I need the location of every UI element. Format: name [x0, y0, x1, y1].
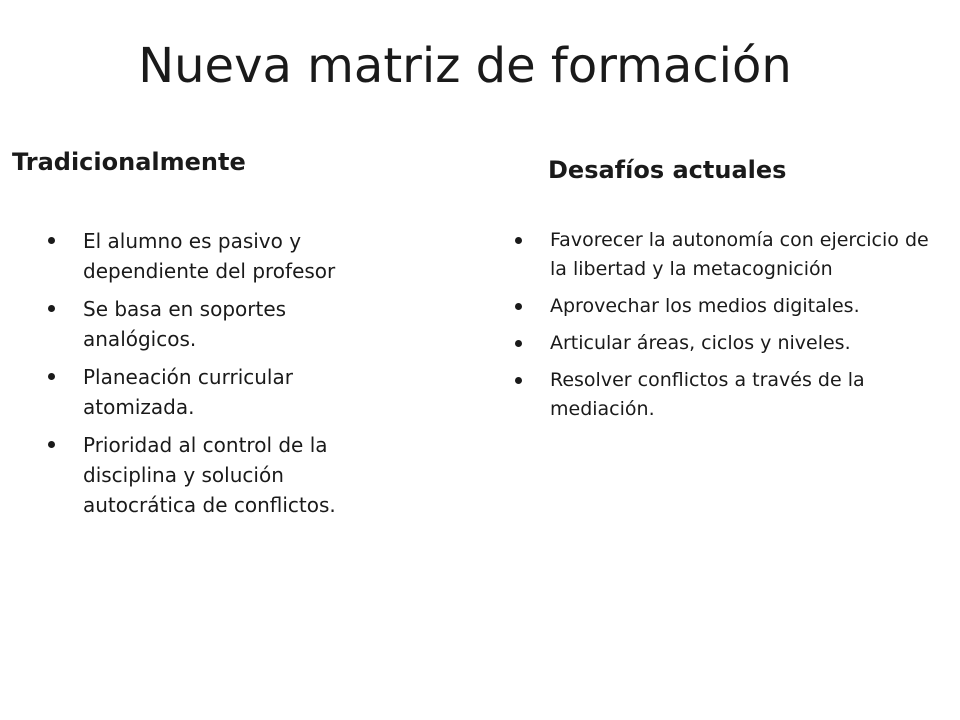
right-list-item [515, 226, 935, 284]
bullet-icon [48, 237, 55, 244]
right-list-item-text: Favorecer la autonomía con ejercicio de la libertad y la metacognición [550, 229, 929, 280]
left-list-item [48, 226, 393, 286]
left-list-item [48, 362, 393, 422]
bullet-icon [515, 377, 522, 384]
left-list-item-text: Planeación curricular atomizada. [83, 365, 293, 419]
bullet-icon [515, 340, 522, 347]
right-list-item-text: Aprovechar los medios digitales. [550, 295, 860, 317]
left-list-item-text: Se basa en soportes analógicos. [83, 297, 287, 351]
heading-desafios-actuales: Desafíos actuales [548, 156, 787, 184]
right-bullet-list [515, 226, 935, 432]
left-list-item-text: El alumno es pasivo y dependiente del profesor [83, 229, 336, 283]
right-list-item [515, 292, 935, 321]
slide-title: Nueva matriz de formación [138, 38, 792, 94]
heading-tradicionalmente: Tradicionalmente [12, 148, 246, 176]
right-list-item [515, 366, 935, 424]
left-list-item [48, 430, 393, 520]
left-list-item-text: Prioridad al control de la disciplina y solución autocrática de conflictos. [83, 433, 336, 517]
right-list-item-text: Resolver conflictos a través de la mediación. [550, 369, 865, 420]
bullet-icon [515, 237, 522, 244]
bullet-icon [48, 441, 55, 448]
bullet-icon [48, 373, 55, 380]
left-list-item [48, 294, 393, 354]
right-list-item [515, 329, 935, 358]
left-bullet-list [48, 226, 393, 528]
bullet-icon [515, 303, 522, 310]
right-list-item-text: Articular áreas, ciclos y niveles. [550, 332, 851, 354]
bullet-icon [48, 305, 55, 312]
